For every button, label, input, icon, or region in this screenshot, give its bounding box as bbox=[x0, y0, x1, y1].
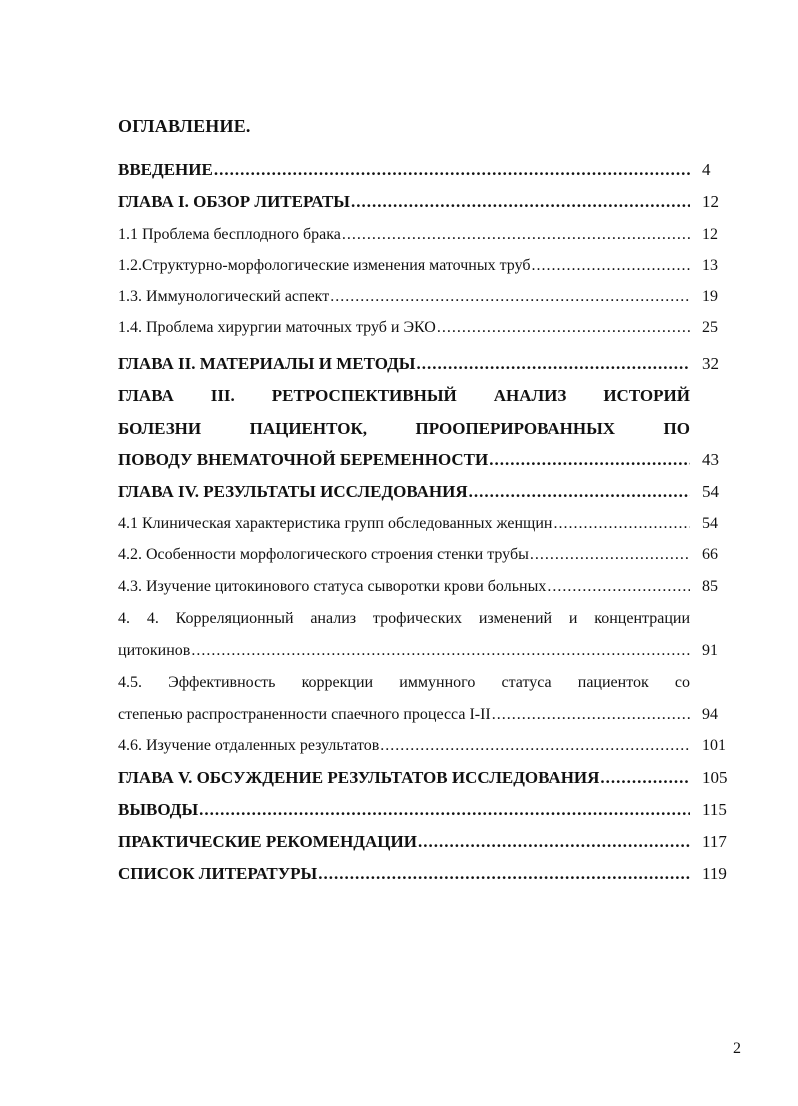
toc-entry-section-4-5 bbox=[118, 674, 738, 734]
toc-entry-page: 117 bbox=[702, 832, 727, 851]
toc-entry-title-line-1: 4. 4. Корреляционный анализ трофических изменений и концентрации bbox=[118, 610, 690, 627]
toc-entry-references bbox=[118, 864, 738, 892]
toc-entry-title: 1.3. Иммунологический аспект bbox=[118, 288, 330, 305]
toc-entry-title-line-1: 4.5. Эффективность коррекции иммунного статуса пациенток со bbox=[118, 674, 690, 691]
toc-entry-chapter-5 bbox=[118, 768, 738, 796]
page-number: 2 bbox=[733, 1040, 741, 1057]
toc-entry-title-line-2: степенью распространенности спаечного процесса I-II bbox=[118, 706, 491, 723]
toc-entry-page: 25 bbox=[702, 319, 718, 336]
toc-entry-title: 4.1 Клиническая характеристика групп обследованных женщин bbox=[118, 515, 553, 532]
toc-entry-page: 54 bbox=[702, 482, 719, 501]
toc-entry-title: ГЛАВА IV. РЕЗУЛЬТАТЫ ИССЛЕДОВАНИЯ bbox=[118, 482, 468, 501]
toc-entry-page: 115 bbox=[702, 800, 727, 819]
leader-dots bbox=[342, 226, 690, 244]
toc-entry-page: 54 bbox=[702, 515, 718, 532]
toc-entry-title: 1.2.Структурно-морфологические изменения маточных труб bbox=[118, 257, 531, 274]
toc-entry-page: 32 bbox=[702, 354, 719, 373]
toc-entry-title: 1.4. Проблема хирургии маточных труб и ЭКО bbox=[118, 319, 436, 336]
toc-entry-page: 105 bbox=[702, 768, 728, 787]
toc-entry-page: 101 bbox=[702, 737, 726, 754]
toc-entry-title: ГЛАВА V. ОБСУЖДЕНИЕ РЕЗУЛЬТАТОВ ИССЛЕДОВАНИЯ bbox=[118, 768, 600, 787]
toc-entry-chapter-2 bbox=[118, 354, 738, 382]
toc-heading: ОГЛАВЛЕНИЕ. bbox=[118, 116, 251, 136]
toc-entry-introduction bbox=[118, 160, 738, 188]
leader-dots bbox=[600, 768, 690, 788]
leader-dots bbox=[199, 800, 690, 820]
toc-entry-title: ГЛАВА II. МАТЕРИАЛЫ И МЕТОДЫ bbox=[118, 354, 416, 373]
toc-entry-section-1-4 bbox=[118, 319, 738, 347]
leader-dots bbox=[351, 192, 690, 212]
toc-entry-section-1-1 bbox=[118, 226, 738, 254]
leader-dots bbox=[547, 578, 690, 596]
leader-dots bbox=[418, 832, 690, 852]
toc-entry-title: СПИСОК ЛИТЕРАТУРЫ bbox=[118, 864, 318, 883]
toc-entry-chapter-4 bbox=[118, 482, 738, 510]
toc-entry-section-1-2 bbox=[118, 257, 738, 285]
leader-dots bbox=[318, 864, 690, 884]
leader-dots bbox=[469, 482, 690, 502]
toc-entry-title: ГЛАВА I. ОБЗОР ЛИТЕРАТЫ bbox=[118, 192, 350, 211]
toc-entry-title: ВЫВОДЫ bbox=[118, 800, 199, 819]
toc-entry-section-4-2 bbox=[118, 546, 738, 574]
toc-entry-chapter-1 bbox=[118, 192, 738, 220]
toc-entry-title: 4.6. Изучение отдаленных результатов bbox=[118, 737, 380, 754]
toc-entry-recommendations bbox=[118, 832, 738, 860]
toc-entry-title: 4.2. Особенности морфологического строения стенки трубы bbox=[118, 546, 529, 563]
leader-dots bbox=[191, 642, 690, 660]
toc-entry-section-4-3 bbox=[118, 578, 738, 606]
toc-entry-page: 94 bbox=[702, 706, 718, 723]
toc-entry-page: 119 bbox=[702, 864, 727, 883]
toc-entry-title-line-3: ПОВОДУ ВНЕМАТОЧНОЙ БЕРЕМЕННОСТИ bbox=[118, 450, 489, 469]
toc-entry-section-1-3 bbox=[118, 288, 738, 316]
toc-entry-page: 13 bbox=[702, 257, 718, 274]
toc-entry-title: ПРАКТИЧЕСКИЕ РЕКОМЕНДАЦИИ bbox=[118, 832, 417, 851]
toc-entry-conclusions bbox=[118, 800, 738, 828]
toc-entry-title: ВВЕДЕНИЕ bbox=[118, 160, 213, 179]
toc-entry-title: 1.1 Проблема бесплодного брака bbox=[118, 226, 341, 243]
toc-entry-title: 4.3. Изучение цитокинового статуса сыворотки крови больных bbox=[118, 578, 547, 595]
leader-dots bbox=[489, 450, 690, 470]
leader-dots bbox=[530, 546, 690, 564]
toc-entry-page: 12 bbox=[702, 192, 719, 211]
leader-dots bbox=[532, 257, 690, 275]
toc-entry-page: 91 bbox=[702, 642, 718, 659]
leader-dots bbox=[330, 288, 690, 306]
leader-dots bbox=[416, 354, 690, 374]
toc-entry-title-line-2: БОЛЕЗНИ ПАЦИЕНТОК, ПРООПЕРИРОВАННЫХ ПО bbox=[118, 419, 690, 438]
toc-entry-page: 12 bbox=[702, 226, 718, 243]
toc-entry-title-line-2: цитокинов bbox=[118, 642, 191, 659]
toc-entry-section-4-1 bbox=[118, 515, 738, 543]
toc-entry-title-line-1: ГЛАВА III. РЕТРОСПЕКТИВНЫЙ АНАЛИЗ ИСТОРИЙ bbox=[118, 386, 690, 405]
leader-dots bbox=[214, 160, 690, 180]
leader-dots bbox=[380, 737, 690, 755]
leader-dots bbox=[554, 515, 691, 533]
toc-entry-section-4-4 bbox=[118, 610, 738, 670]
toc-entry-page: 19 bbox=[702, 288, 718, 305]
toc-entry-page: 43 bbox=[702, 450, 719, 469]
toc-entry-page: 85 bbox=[702, 578, 718, 595]
toc-entry-page: 66 bbox=[702, 546, 718, 563]
toc-entry-page: 4 bbox=[702, 160, 711, 179]
toc-entry-section-4-6 bbox=[118, 737, 738, 765]
toc-entry-chapter-3 bbox=[118, 386, 738, 476]
leader-dots bbox=[437, 319, 690, 337]
leader-dots bbox=[492, 706, 690, 724]
